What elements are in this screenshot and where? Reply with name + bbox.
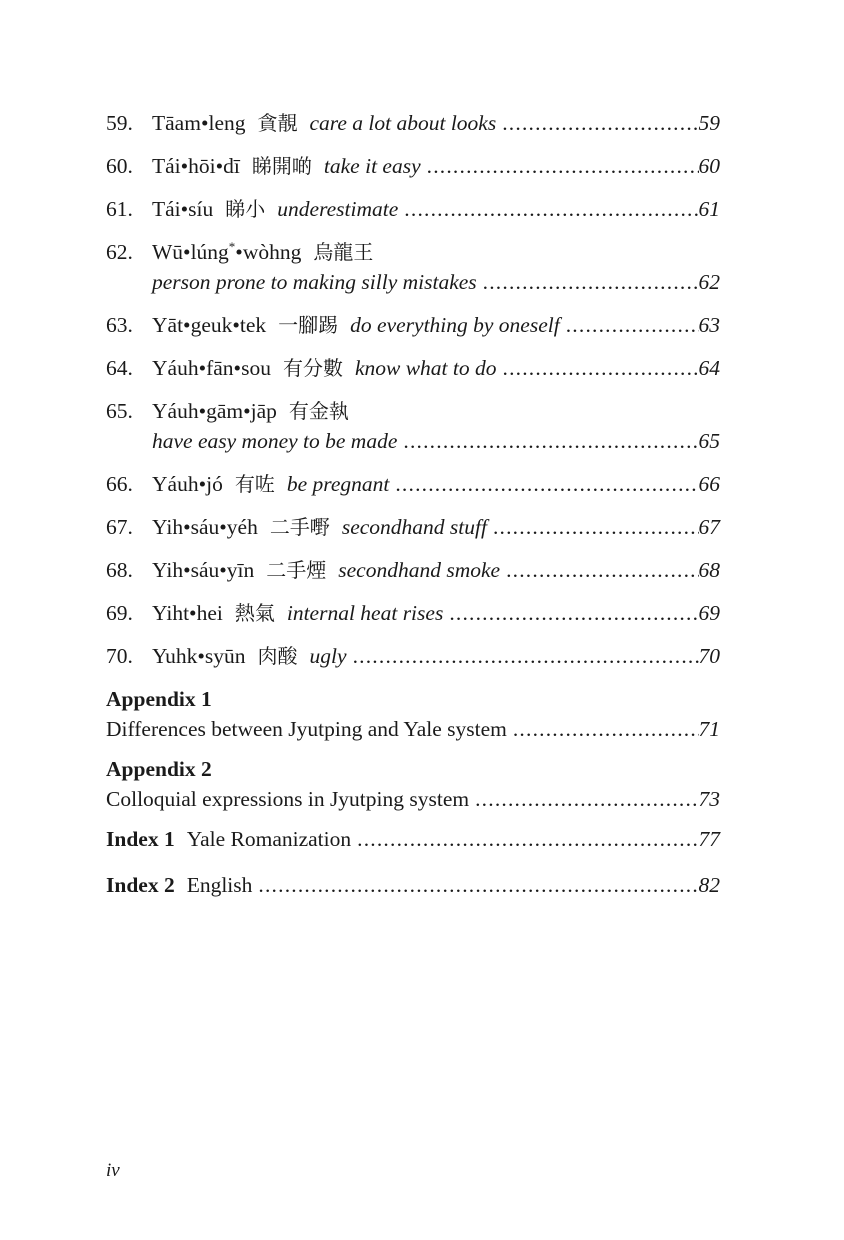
- toc-entry-67[interactable]: [106, 512, 720, 542]
- entry-number: 69.: [106, 601, 133, 625]
- toc-entry-60[interactable]: [106, 151, 720, 181]
- entry-chinese: 睇開啲: [251, 154, 312, 178]
- toc-entry-61[interactable]: [106, 194, 720, 224]
- dot-leader: [513, 714, 699, 744]
- entry-romanization: Yih•sáu•yīn: [152, 558, 255, 582]
- entry-number: 63.: [106, 313, 133, 337]
- entry-romanization: Yáuh•gām•jāp: [152, 399, 277, 423]
- entry-chinese: 肉酸: [257, 644, 298, 668]
- entry-number: 68.: [106, 558, 133, 582]
- entry-page: 60: [698, 154, 720, 178]
- entry-english: internal heat rises: [286, 601, 444, 625]
- entry-chinese: 二手嘢: [269, 515, 330, 539]
- dot-leader: [449, 598, 698, 628]
- entry-page: 68: [698, 558, 720, 582]
- appendix-page: 73: [698, 787, 720, 811]
- toc-entry-59[interactable]: [106, 108, 720, 138]
- entry-number: 61.: [106, 197, 133, 221]
- entry-english: care a lot about looks: [309, 111, 497, 135]
- index-label: Index 2: [106, 873, 175, 897]
- entry-english: have easy money to be made: [152, 429, 398, 453]
- toc-index-2[interactable]: [106, 870, 720, 900]
- appendix-title: Appendix 1: [106, 687, 212, 711]
- entry-romanization: Yiht•hei: [152, 601, 223, 625]
- entry-number: 59.: [106, 111, 133, 135]
- entry-number: 67.: [106, 515, 133, 539]
- entry-page: 69: [698, 601, 720, 625]
- entry-page: 63: [698, 313, 720, 337]
- dot-leader: [483, 267, 699, 297]
- entry-page: 64: [698, 356, 720, 380]
- entry-number: 66.: [106, 472, 133, 496]
- entry-page: 61: [698, 197, 720, 221]
- toc-entry-63[interactable]: [106, 310, 720, 340]
- entry-english: person prone to making silly mistakes: [152, 270, 477, 294]
- dot-leader: [357, 824, 698, 854]
- toc-appendix-2[interactable]: [106, 754, 720, 814]
- toc-appendix-1[interactable]: [106, 684, 720, 744]
- toc-entry-66[interactable]: [106, 469, 720, 499]
- dot-leader: [503, 353, 699, 383]
- entry-page: 66: [698, 472, 720, 496]
- toc-entry-64[interactable]: [106, 353, 720, 383]
- entry-romanization: Yāt•geuk•tek: [152, 313, 267, 337]
- table-of-contents: [106, 108, 720, 916]
- index-description: English: [186, 873, 253, 897]
- dot-leader: [258, 870, 698, 900]
- dot-leader: [502, 108, 698, 138]
- index-description: Yale Romanization: [186, 827, 352, 851]
- entry-number: 64.: [106, 356, 133, 380]
- toc-entry-68[interactable]: [106, 555, 720, 585]
- entry-english: be pregnant: [286, 472, 390, 496]
- entry-page: 59: [698, 111, 720, 135]
- dot-leader: [566, 310, 699, 340]
- appendix-title: Appendix 2: [106, 757, 212, 781]
- entry-romanization: Yuhk•syūn: [152, 644, 246, 668]
- entry-english: secondhand stuff: [341, 515, 487, 539]
- appendix-page: 71: [698, 717, 720, 741]
- entry-number: 70.: [106, 644, 133, 668]
- dot-leader: [404, 194, 698, 224]
- entry-chinese: 烏龍王: [313, 240, 374, 264]
- entry-chinese: 睇小: [225, 197, 266, 221]
- dot-leader: [475, 784, 698, 814]
- index-page: 82: [698, 873, 720, 897]
- dot-leader: [353, 641, 699, 671]
- entry-number: 60.: [106, 154, 133, 178]
- asterisk-mark: *: [228, 238, 236, 254]
- entry-chinese: 有金執: [288, 399, 349, 423]
- toc-entry-62[interactable]: [106, 237, 720, 297]
- entry-romanization: Tāam•leng: [152, 111, 246, 135]
- toc-index-1[interactable]: [106, 824, 720, 854]
- entry-chinese: 有咗: [234, 472, 275, 496]
- entry-english: know what to do: [354, 356, 497, 380]
- entry-page: 70: [698, 644, 720, 668]
- entry-english: secondhand smoke: [338, 558, 501, 582]
- appendix-description: Colloquial expressions in Jyutping system: [106, 787, 470, 811]
- entry-romanization: Wū•lúng*•wòhng: [152, 238, 302, 264]
- toc-entry-69[interactable]: [106, 598, 720, 628]
- entry-page: 62: [698, 270, 720, 294]
- entry-romanization: Yáuh•jó: [152, 472, 223, 496]
- entry-romanization: Yih•sáu•yéh: [152, 515, 258, 539]
- dot-leader: [493, 512, 699, 542]
- entry-chinese: 二手煙: [266, 558, 327, 582]
- entry-chinese: 一腳踢: [278, 313, 339, 337]
- appendix-description: Differences between Jyutping and Yale system: [106, 717, 507, 741]
- entry-page: 65: [698, 429, 720, 453]
- dot-leader: [395, 469, 698, 499]
- entry-romanization: Tái•síu: [152, 197, 214, 221]
- toc-entry-70[interactable]: [106, 641, 720, 671]
- entry-chinese: 熱氣: [234, 601, 275, 625]
- dot-leader: [506, 555, 698, 585]
- index-page: 77: [698, 827, 720, 851]
- dot-leader: [403, 426, 698, 456]
- entry-english: ugly: [309, 644, 347, 668]
- entry-romanization: Tái•hōi•dī: [152, 154, 240, 178]
- entry-chinese: 貪靚: [257, 111, 298, 135]
- entry-english: take it easy: [323, 154, 421, 178]
- entry-page: 67: [698, 515, 720, 539]
- entry-number: 65.: [106, 399, 133, 423]
- page-number-label: iv: [106, 1160, 120, 1181]
- toc-entry-65[interactable]: [106, 396, 720, 456]
- entry-chinese: 有分數: [282, 356, 343, 380]
- entry-english: do everything by oneself: [350, 313, 560, 337]
- entry-romanization: Yáuh•fān•sou: [152, 356, 271, 380]
- index-label: Index 1: [106, 827, 175, 851]
- dot-leader: [427, 151, 699, 181]
- entry-english: underestimate: [277, 197, 399, 221]
- entry-number: 62.: [106, 240, 133, 264]
